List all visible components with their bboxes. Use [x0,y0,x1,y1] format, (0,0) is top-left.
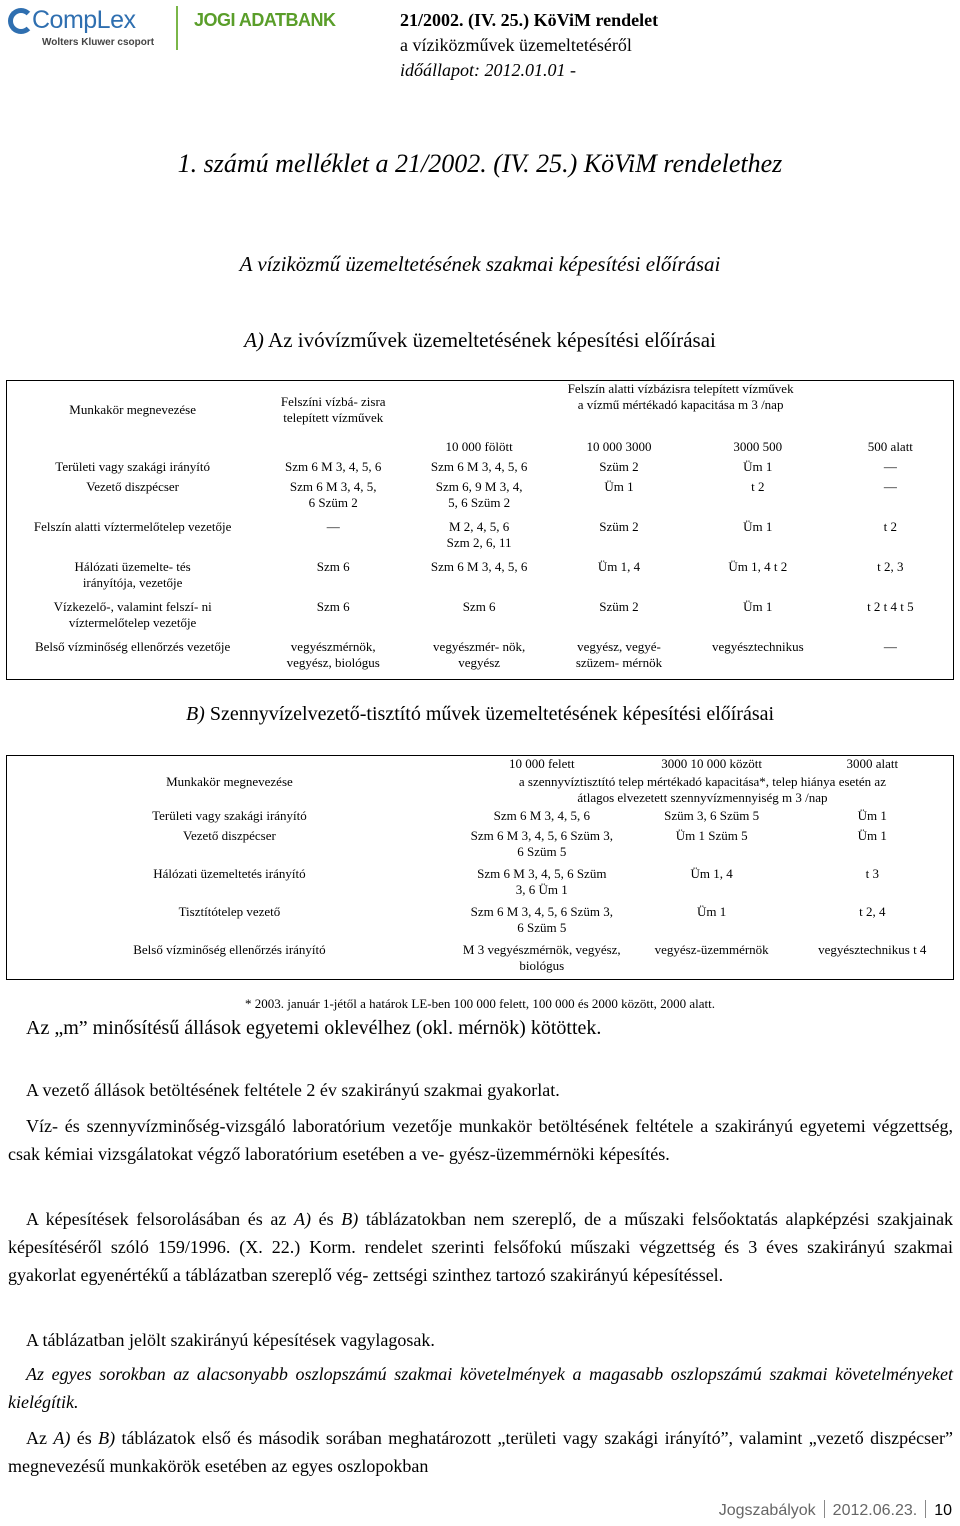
section-b-text: Szennyvízelvezető-tisztító művek üzemeltetésének képesítési előírásai [209,703,775,725]
paragraph-7-conj: és [76,1428,92,1448]
table-row [7,639,954,679]
table-cell: Üm 1 [857,827,887,843]
paragraph-7-rest: táblázatok első és második sorában meghatározott „területi vagy szakági irányító”, valamint „vezető diszpécser” megnevezésű munkakörök esetében az egyes oszlopokban [8,1428,954,1476]
section-title: A víziközmű üzemeltetésének szakmai képesítési előírásai [239,252,721,276]
table-row [7,599,954,639]
table-row [7,866,954,904]
table-a-head-ground-2: a vízmű mértékadó kapacitása m 3 /nap [577,397,784,412]
complex-logo-name: CompLex [32,6,136,34]
table-cell: Vízkezelő-, valamint felszí- ni víztermelőtelep vezetője [53,599,212,631]
table-cell: Szm 6, 9 M 3, 4, 5, 6 Szüm 2 [435,478,523,510]
paragraph-4-text: A képesítések felsorolásában és az [26,1209,287,1229]
table-cell: Területi vagy szakági irányító [152,807,307,823]
table-cell: Tisztítótelep vezető [178,903,281,919]
table-cell: t 2 t 4 t 5 [867,599,914,615]
section-a-text: Az ivóvízművek üzemeltetésének képesítési előírásai [268,328,716,352]
footer-source: Jogszabályok [718,1502,816,1519]
table-cell: Szm 6 M 3, 4, 5, 6 [430,458,528,474]
document-title: 21/2002. (IV. 25.) KöViM rendelet [400,10,659,30]
footer-date: 2012.06.23. [832,1502,918,1519]
table-cell: Szm 6 M 3, 4, 5, 6 Szüm 2 [289,478,377,510]
table-row [7,559,954,599]
paragraph-4 [8,1205,953,1289]
table-row [7,942,954,980]
table-cell: — [883,458,897,474]
paragraph-7-text: Az [26,1428,47,1448]
table-a-head-ground [408,381,953,421]
table-cell: Szm 6 M 3, 4, 5, 6 Szüm 3, 6 Szüm 5 [470,903,613,935]
footer-divider [824,1500,825,1518]
table-cell: vegyészmér- nök, vegyész [433,639,526,671]
table-cell: Szm 6 [462,599,496,615]
paragraph-2: A vezető állások betöltésének feltétele 2 év szakirányú szakmai gyakorlat. [26,1080,560,1100]
table-cell: Belső vízminőség ellenőrzés irányító [133,941,326,957]
table-cell: Üm 1 [743,599,773,615]
table-cell: Üm 1 [857,807,887,823]
paragraph-7-ref-a: A) [53,1428,71,1448]
page-header [0,0,960,80]
table-a-head-ground-1: Felszín alatti vízbázisra telepített vízművek [567,381,794,396]
table-b-footnote: * 2003. január 1-jétől a határok LE-ben 100 000 felett, 100 000 és 2000 között, 2000 alatt. [244,996,716,1011]
table-cell: Szüm 2 [599,599,639,615]
table-cell: t 2 [883,518,898,534]
paragraph-4-ref-a: A) [294,1209,311,1229]
table-a-cap-1: 10 000 fölött [445,438,513,454]
table-a-cap-2: 10 000 3000 [586,438,652,454]
complex-logo [8,6,158,50]
table-a-head-surface: Felszíni vízbá- zisra telepített vízművek [280,393,386,425]
table-b-cap-2: 3000 10 000 között [632,756,792,774]
table-row [7,808,954,828]
table-cell: Üm 1, 4 [690,865,733,881]
table-cell: vegyész-üzemmérnök [654,941,769,957]
table-cell: — [883,639,897,655]
paragraph-4-rest: táblázatokban nem szereplő, de a műszaki felsőoktatás alapképzési szakjainak képesítéséről szóló 159/1996. (X. 22.) Korm. rendelet szerinti felsőfokú műszaki végzettség és 3 éves szakirányú szakmai gyakorlat egyenértékű a táblázatban szereplő vég- zettségi szinthez tartozó szakirányú képesítéssel. [8,1209,954,1285]
table-cell: vegyészmérnök, vegyész, biológus [286,639,380,671]
table-cell: Üm 1, 4 t 2 [728,559,788,575]
table-cell: Üm 1, 4 [597,559,641,575]
table-a [6,380,954,680]
section-b-prefix: B) [185,703,205,725]
table-cell: Területi vagy szakági irányító [55,458,210,474]
table-cell: Felszín alatti víztermelőtelep vezetője [33,518,232,534]
table-cell: — [883,478,897,494]
table-cell: Üm 1 [743,458,773,474]
paragraph-7 [8,1424,953,1480]
table-cell: Szm 6 M 3, 4, 5, 6 Szüm 3, 6 Üm 1 [477,865,607,897]
table-cell: Hálózati üzemeltetés irányító [153,865,306,881]
table-b [6,755,954,980]
table-cell: Szm 6 M 3, 4, 5, 6 Szüm 3, 6 Szüm 5 [470,827,613,859]
paragraph-7-ref-b: B) [98,1428,116,1448]
annex-title: 1. számú melléklet a 21/2002. (IV. 25.) KöViM rendelethez [177,149,783,178]
logo-divider [176,6,178,50]
table-cell: Szm 6 M 3, 4, 5, 6 [285,458,382,474]
paragraph-4-ref-b: B) [341,1209,359,1229]
table-cell: t 2 [751,478,765,494]
table-cell: Szm 6 [316,599,350,615]
table-b-head-role: Munkakör megnevezése [7,756,452,808]
table-cell: vegyész, vegyé- szüzem- mérnök [575,639,663,671]
paragraph-5-text: A táblázatban jelölt szakirányú képesítések vagylagosak. [26,1330,435,1350]
table-a-cap-4: 500 alatt [867,438,913,454]
section-b-heading [0,703,960,726]
table-cell: Üm 1 [697,903,727,919]
table-row [7,828,954,866]
table-cell: vegyésztechnikus [711,639,804,655]
table-row [7,479,954,519]
table-row [7,459,954,479]
table-cell: Szm 6 [316,559,350,575]
paragraph-3 [8,1112,953,1168]
table-cell: Üm 1 [743,518,773,534]
paragraph-6-text: Az egyes sorokban az alacsonyabb oszlopszámú szakmai követelmények a magasabb oszlopszámú szakmai követelményeket kielégítik. [8,1364,953,1412]
page-number: 10 [934,1502,952,1519]
document-header [400,8,658,83]
table-cell: M 2, 4, 5, 6 Szm 2, 6, 11 [446,518,512,550]
table-cell: t 3 [865,865,879,881]
table-cell: t 2, 3 [877,559,904,575]
table-cell: Vezető diszpécser [183,827,276,843]
table-cell: Szüm 2 [599,458,639,474]
table-cell: M 3 vegyészmérnök, vegyész, biológus [462,941,621,973]
table-row [7,519,954,559]
paragraph-6 [8,1360,953,1416]
document-subtitle: a víziközművek üzemeltetéséről [400,35,632,55]
table-cell: t 2, 4 [859,903,886,919]
paragraph-5 [8,1326,953,1354]
table-cell: — [326,518,340,534]
table-cell: Szüm 2 [599,518,639,534]
table-a-head-role: Munkakör megnevezése [69,401,196,417]
table-cell: Belső vízminőség ellenőrzés vezetője [34,639,231,655]
table-a-cap-3: 3000 500 [733,438,783,454]
jogi-adatbank-logo: JOGI ADATBANK [194,10,336,30]
complex-logo-icon [8,8,34,34]
paragraph-3-text: Víz- és szennyvízminőség-vizsgáló laboratórium vezetője munkakör betöltésének feltétele a szakirányú egyetemi végzettség, csak kémiai vizsgálatokat végző laboratórium esetében a ve- gyész-üzemmérnöki képesítés. [8,1116,953,1164]
table-cell: Szm 6 M 3, 4, 5, 6 [430,559,528,575]
table-cell: Szm 6 M 3, 4, 5, 6 [493,807,591,823]
table-row [7,904,954,942]
table-cell: Üm 1 Szüm 5 [675,827,748,843]
section-a-prefix: A) [244,328,264,352]
table-cell: Hálózati üzemelte- tés irányítója, vezetője [74,559,191,591]
table-cell: Üm 1 [604,478,634,494]
footer-divider [925,1500,926,1518]
section-a-heading [0,328,960,353]
table-cell: Szüm 3, 6 Szüm 5 [664,807,760,823]
table-cell: Vezető diszpécser [86,478,180,494]
page-footer [719,1500,952,1522]
paragraph-1: Az „m” minősítésű állások egyetemi oklevélhez (okl. mérnök) kötöttek. [26,1017,602,1039]
complex-logo-subtitle: Wolters Kluwer csoport [42,37,155,48]
document-state: időállapot: 2012.01.01 - [400,60,576,80]
table-b-cap-3: 3000 alatt [792,756,954,774]
table-cell: vegyésztechnikus t 4 [818,941,927,957]
paragraph-4-conj: és [318,1209,334,1229]
table-b-cap-note: a szennyvíztisztító telep mértékadó kapacitása*, telep hiánya esetén az átlagos elvezetett szennyvízmennyiség m 3 /nap [518,773,886,805]
table-b-cap-1: 10 000 felett [452,756,632,774]
